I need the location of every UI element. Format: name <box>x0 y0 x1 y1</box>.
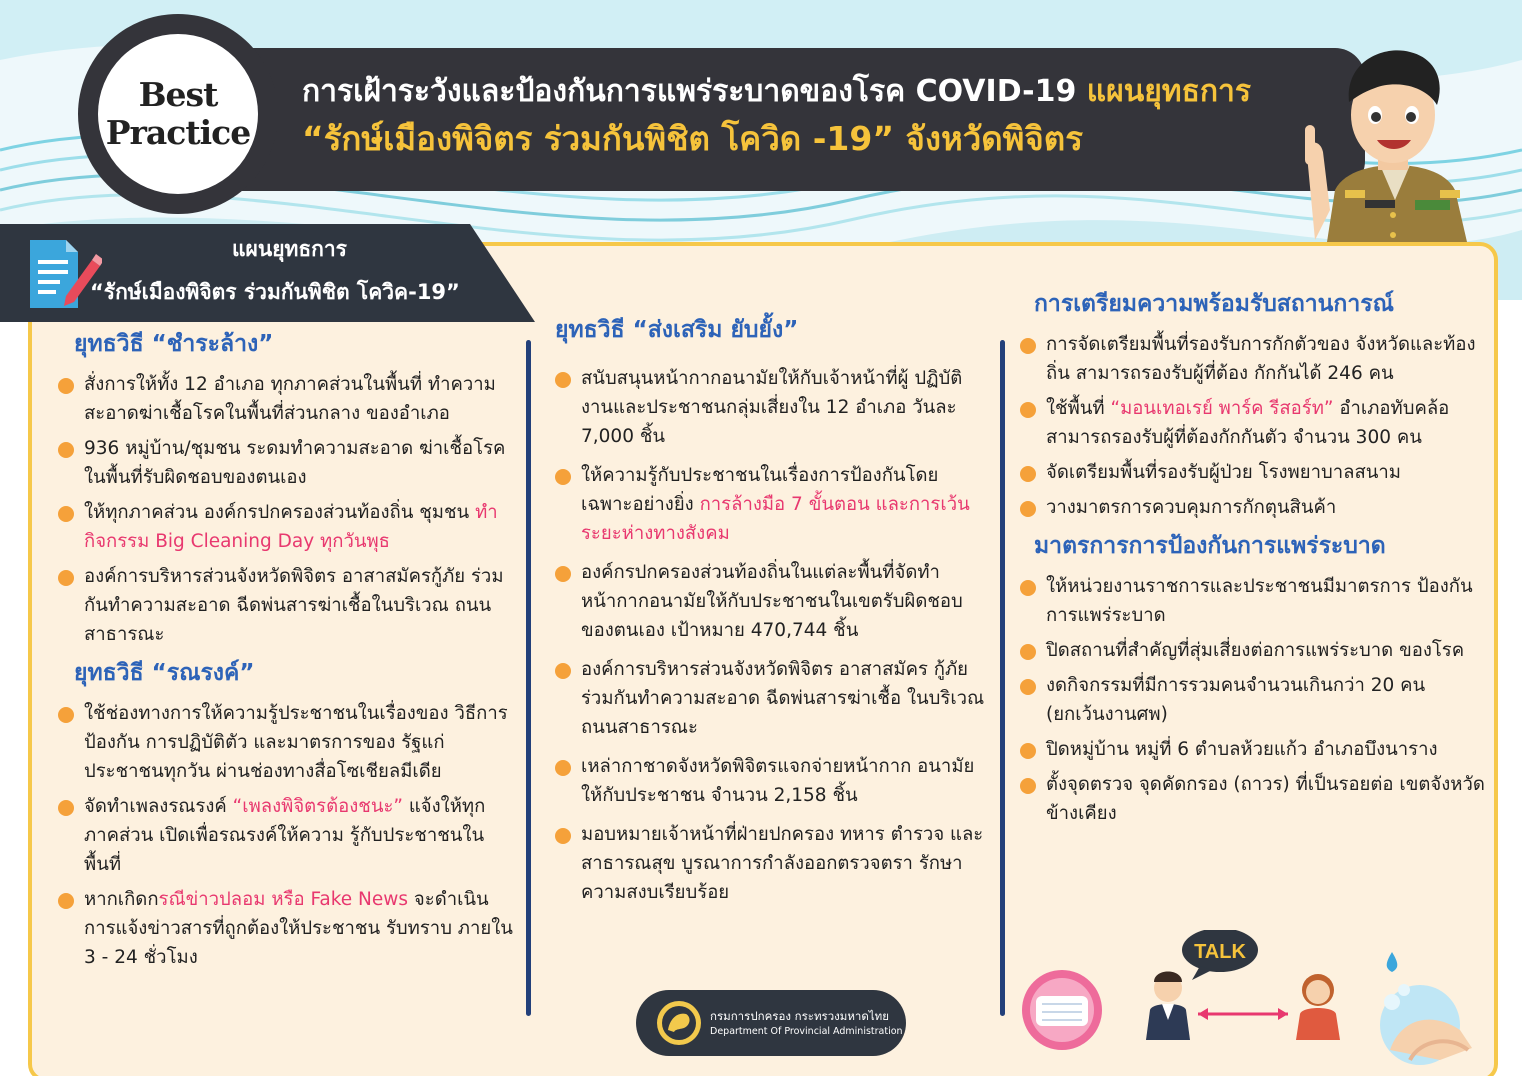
bullet-icon <box>58 893 74 909</box>
hand-washing-icon <box>1380 952 1472 1065</box>
bullet-icon <box>58 378 74 394</box>
section-heading-prevention: มาตรการการป้องกันการแพร่ระบาด <box>1034 533 1386 559</box>
list-item: 936 หมู่บ้าน/ชุมชน ระดมทำความสะอาด ฆ่าเชื้อโรคในพื้นที่รับผิดชอบของตนเอง <box>58 434 520 492</box>
list-item: ตั้งจุดตรวจ จุดคัดกรอง (ถาวร) ที่เป็นรอยต่อ เขตจังหวัดข้างเคียง <box>1020 770 1485 828</box>
bullet-icon <box>1020 501 1036 517</box>
talk-bubble-icon <box>1182 930 1258 980</box>
list-item: ปิดหมู่บ้าน หมู่ที่ 6 ตำบลห้วยแก้ว อำเภอบึงนาราง <box>1020 735 1485 764</box>
column-promote-inhibit <box>555 312 985 913</box>
header-title-line2: “รักษ์เมืองพิจิตร ร่วมกันพิชิต โควิด -19” จังหวัดพิจิตร <box>302 119 1083 158</box>
list-item: เหล่ากาชาดจังหวัดพิจิตรแจกจ่ายหน้ากาก อนามัย ให้กับประชาชน จำนวน 2,158 ชิ้น <box>555 752 985 810</box>
list-item: องค์กรปกครองส่วนท้องถิ่นในแต่ละพื้นที่จัดทำ หน้ากากอนามัยให้กับประชาชนในเขตรับผิดชอบ ของตนเอง เป้าหมาย 470,744 ชิ้น <box>555 558 985 645</box>
bullet-icon <box>555 566 571 582</box>
section-heading-cleaning: ยุทธวิธี “ชำระล้าง” <box>74 331 274 357</box>
list-item: องค์การบริหารส่วนจังหวัดพิจิตร อาสาสมัครกู้ภัย ร่วมกันทำความสะอาด ฉีดพ่นสารฆ่าเชื้อในบริเวณ ถนนสาธารณะ <box>58 562 520 649</box>
bullet-icon <box>58 570 74 586</box>
list-item: ปิดสถานที่สำคัญที่สุ่มเสี่ยงต่อการแพร่ระบาด ของโรค <box>1020 636 1485 665</box>
list-item: งดกิจกรรมที่มีการรวมคนจำนวนเกินกว่า 20 คน (ยกเว้นงานศพ) <box>1020 671 1485 729</box>
badge-line2: Practice <box>105 113 251 152</box>
list-item: จัดเตรียมพื้นที่รองรับผู้ป่วย โรงพยาบาลสนาม <box>1020 458 1485 487</box>
list-item: ใช้ช่องทางการให้ความรู้ประชาชนในเรื่องของ วิธีการป้องกัน การปฏิบัติตัว และมาตรการของ รัฐแก่ประชาชนทุกวัน ผ่านช่องทางสื่อโซเชียลมีเดีย <box>58 699 520 786</box>
prevention-illustration <box>1020 930 1490 1070</box>
header-title-line1: การเฝ้าระวังและป้องกันการแพร่ระบาดของโรค COVID-19 แผนยุทธการ <box>302 74 1252 109</box>
bullet-icon <box>1020 778 1036 794</box>
bullet-icon <box>1020 679 1036 695</box>
bullet-icon <box>555 469 571 485</box>
list-item: สั่งการให้ทั้ง 12 อำเภอ ทุกภาคส่วนในพื้นที่ ทำความสะอาดฆ่าเชื้อโรคในพื้นที่ส่วนกลาง ของอำเภอ <box>58 370 520 428</box>
column-divider <box>1000 340 1005 1016</box>
list-item: จัดทำเพลงรณรงค์ “เพลงพิจิตรต้องชนะ” แจ้งให้ทุกภาคส่วน เปิดเพื่อรณรงค์ให้ความ รู้กับประชาชนในพื้นที่ <box>58 792 520 879</box>
department-seal-icon <box>656 1000 702 1046</box>
plan-title-line1: แผนยุทธการ <box>232 237 347 261</box>
list-item: ให้ความรู้กับประชาชนในเรื่องการป้องกันโดย เฉพาะอย่างยิ่ง การล้างมือ 7 ขั้นตอน และการเว้นระยะห่างทางสังคม <box>555 461 985 548</box>
face-mask-icon <box>1022 970 1102 1050</box>
bullet-icon <box>58 800 74 816</box>
column-cleaning-campaign <box>58 326 520 978</box>
best-practice-badge <box>98 34 258 194</box>
list-item: ให้ทุกภาคส่วน องค์กรปกครองส่วนท้องถิ่น ชุมชน ทำกิจกรรม Big Cleaning Day ทุกวันพุธ <box>58 498 520 556</box>
department-name-thai: กรมการปกครอง กระทรวงมหาดไทย <box>710 1009 889 1023</box>
bullet-icon <box>58 506 74 522</box>
bullet-icon <box>58 442 74 458</box>
list-item: ให้หน่วยงานราชการและประชาชนมีมาตรการ ป้องกันการแพร่ระบาด <box>1020 572 1485 630</box>
list-item: สนับสนุนหน้ากากอนามัยให้กับเจ้าหน้าที่ผู้ ปฏิบัติงานและประชาชนกลุ่มเสี่ยงใน 12 อำเภอ วันละ 7,000 ชิ้น <box>555 364 985 451</box>
plan-title-line2: “รักษ์เมืองพิจิตร ร่วมกันพิชิต โควิค-19” <box>90 280 460 304</box>
column-preparedness-measures <box>1020 286 1485 834</box>
bullet-icon <box>1020 743 1036 759</box>
person-man-icon <box>1146 972 1190 1041</box>
list-item: หากเกิดกรณีข่าวปลอม หรือ Fake News จะดำเนินการแจ้งข่าวสารที่ถูกต้องให้ประชาชน รับทราบ ภายใน 3 - 24 ชั่วโมง <box>58 885 520 972</box>
section-heading-campaign: ยุทธวิธี “รณรงค์” <box>74 660 255 686</box>
section-heading-promote: ยุทธวิธี “ส่งเสริม ยับยั้ง” <box>555 317 799 343</box>
department-name-english: Department Of Provincial Administration <box>710 1026 903 1037</box>
list-item: มอบหมายเจ้าหน้าที่ฝ่ายปกครอง ทหาร ตำรวจ และสาธารณสุข บูรณาการกำลังออกตรวจตรา รักษาความสงบเรียบร้อย <box>555 820 985 907</box>
bullet-icon <box>1020 580 1036 596</box>
bullet-icon <box>1020 402 1036 418</box>
bullet-icon <box>555 760 571 776</box>
badge-line1: Best <box>138 75 218 114</box>
bullet-icon <box>58 707 74 723</box>
list-item: การจัดเตรียมพื้นที่รองรับการกักตัวของ จังหวัดและท้องถิ่น สามารถรองรับผู้ที่ต้อง กักกันได้ 246 คน <box>1020 330 1485 388</box>
officer-illustration <box>1285 40 1505 255</box>
list-item: ใช้พื้นที่ “มอนเทอเรย์ พาร์ค รีสอร์ท” อำเภอทับคล้อ สามารถรองรับผู้ที่ต้องกักกันตัว จำนวน 300 คน <box>1020 394 1485 452</box>
person-woman-icon <box>1296 974 1340 1040</box>
bullet-icon <box>1020 338 1036 354</box>
list-item: องค์การบริหารส่วนจังหวัดพิจิตร อาสาสมัคร กู้ภัย ร่วมกันทำความสะอาด ฉีดพ่นสารฆ่าเชื้อ ในบริเวณถนนสาธารณะ <box>555 655 985 742</box>
talk-label: TALK <box>1194 941 1246 963</box>
list-item: วางมาตรการควบคุมการกักตุนสินค้า <box>1020 493 1485 522</box>
bullet-icon <box>555 663 571 679</box>
bullet-icon <box>555 828 571 844</box>
bullet-icon <box>555 372 571 388</box>
bullet-icon <box>1020 466 1036 482</box>
bullet-icon <box>1020 644 1036 660</box>
column-divider <box>526 340 531 1016</box>
section-heading-preparedness: การเตรียมความพร้อมรับสถานการณ์ <box>1034 291 1394 317</box>
